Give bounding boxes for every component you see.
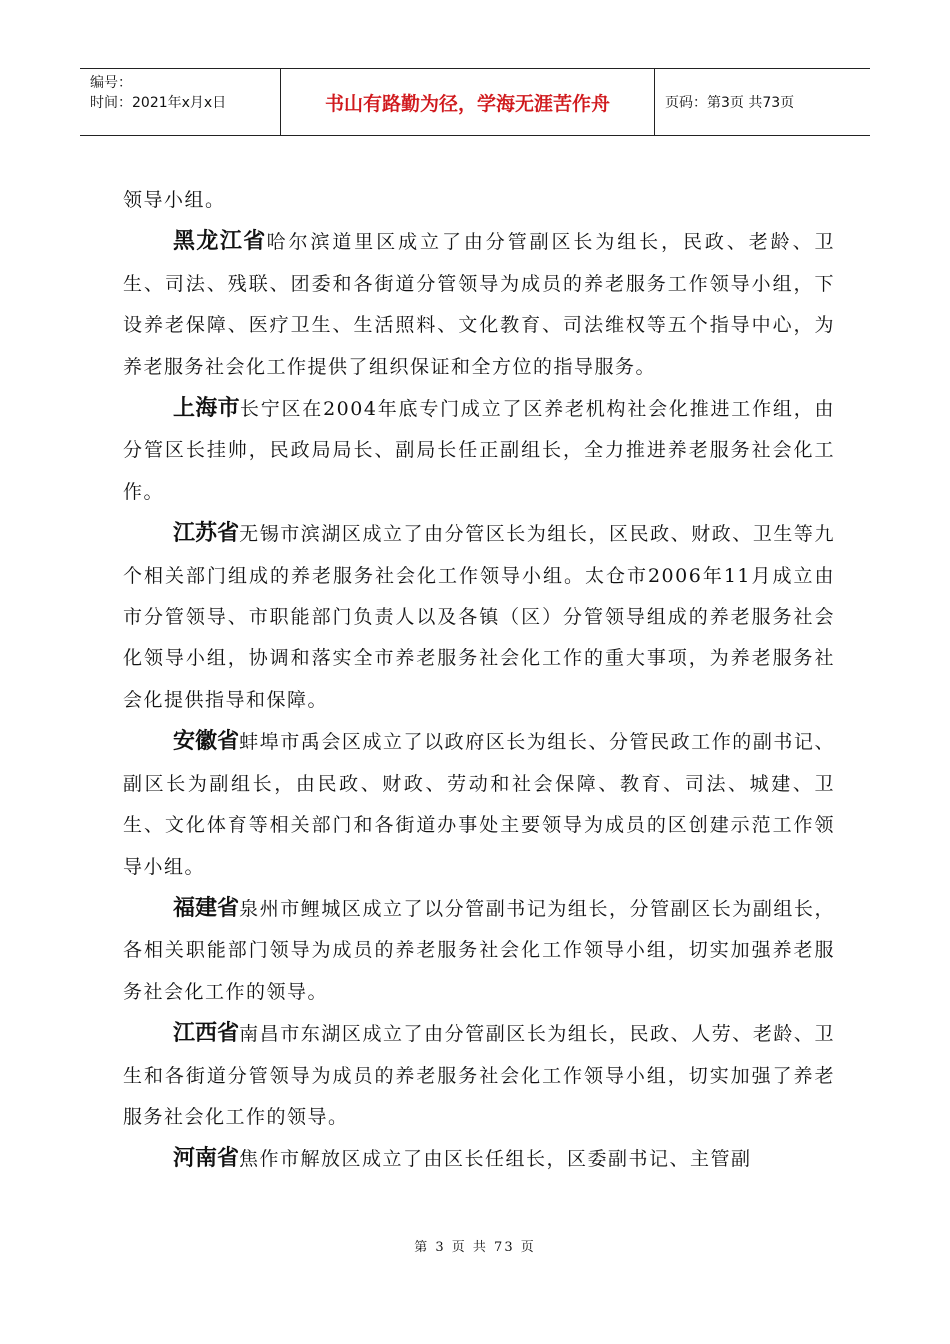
paragraph-text: 长宁区在2004年底专门成立了区养老机构社会化推进工作组，由分管区长挂帅，民政局局长、副局长任正副组长，全力推进养老服务社会化工作。 xyxy=(123,398,835,503)
province-heading: 福建省 xyxy=(173,895,240,921)
header-motto: 书山有路勤为径，学海无涯苦作舟 xyxy=(281,69,655,135)
paragraph-text: 焦作市解放区成立了由区长任组长，区委副书记、主管副 xyxy=(239,1148,752,1171)
paragraph xyxy=(123,1138,835,1180)
province-heading: 上海市 xyxy=(173,396,240,422)
paragraph xyxy=(123,1013,835,1138)
page-footer: 第 3 页 共 73 页 xyxy=(414,1240,536,1255)
paragraph xyxy=(123,388,835,513)
doc-time-label: 时间：2021年x月x日 xyxy=(90,95,227,111)
province-heading: 黑龙江省 xyxy=(173,229,267,255)
document-body xyxy=(123,180,835,1181)
paragraph-text: 哈尔滨道里区成立了由分管副区长为组长，民政、老龄、卫生、司法、残联、团委和各街道分管领导为成员的养老服务工作领导小组，下设养老保障、医疗卫生、生活照料、文化教育、司法维权等五个指导中心，为养老服务社会化工作提供了组织保证和全方位的指导服务。 xyxy=(123,231,835,378)
province-heading: 江苏省 xyxy=(173,521,240,547)
header-page-info: 页码：第3页 共73页 xyxy=(665,95,795,111)
paragraph-text: 蚌埠市禹会区成立了以政府区长为组长、分管民政工作的副书记、副区长为副组长，由民政、财政、劳动和社会保障、教育、司法、城建、卫生、文化体育等相关部门和各街道办事处主要领导为成员的区创建示范工作领导小组。 xyxy=(123,731,835,878)
paragraph-text: 无锡市滨湖区成立了由分管区长为组长，区民政、财政、卫生等九个相关部门组成的养老服务社会化工作领导小组。太仓市2006年11月成立由市分管领导、市职能部门负责人以及各镇（区）分管领导组成的养老服务社会化领导小组，协调和落实全市养老服务社会化工作的重大事项，为养老服务社会化提供指导和保障。 xyxy=(123,523,835,711)
paragraph-text: 泉州市鲤城区成立了以分管副书记为组长，分管副区长为副组长，各相关职能部门领导为成员的养老服务社会化工作领导小组，切实加强养老服务社会化工作的领导。 xyxy=(123,897,835,1003)
paragraph-text: 领导小组。 xyxy=(123,189,226,211)
header-meta xyxy=(80,69,281,135)
page-header xyxy=(80,68,870,136)
doc-number-label: 编号： xyxy=(90,75,132,91)
paragraph xyxy=(123,513,835,721)
paragraph xyxy=(123,180,835,221)
province-heading: 江西省 xyxy=(173,1021,240,1047)
province-heading: 河南省 xyxy=(173,1146,240,1172)
paragraph xyxy=(123,888,835,1013)
province-heading: 安徽省 xyxy=(173,729,240,755)
paragraph-text: 南昌市东湖区成立了由分管副区长为组长，民政、人劳、老龄、卫生和各街道分管领导为成员的养老服务社会化工作领导小组，切实加强了养老服务社会化工作的领导。 xyxy=(123,1023,835,1128)
paragraph xyxy=(123,221,835,388)
paragraph xyxy=(123,721,835,888)
